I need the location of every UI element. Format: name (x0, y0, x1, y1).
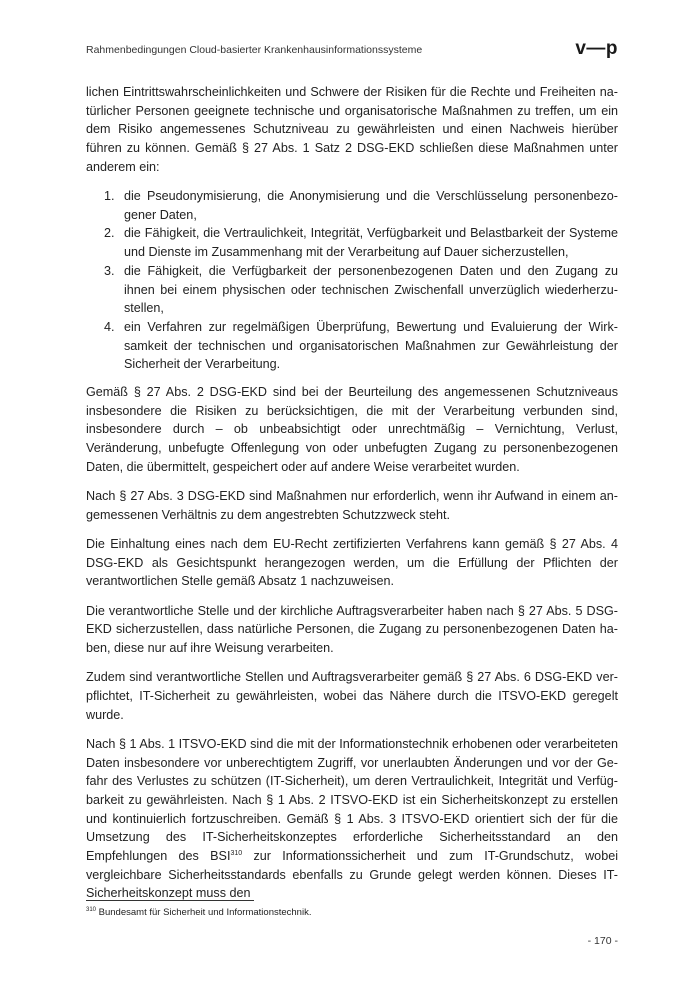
measures-list (86, 187, 618, 374)
paragraph-text: Nach § 1 Abs. 1 ITSVO-EKD sind die mit der Informationstechnik erhobenen oder verarbeiteten Daten insbesondere vor unberechtigtem Zugriff, vor unerlaubten Änderungen und vor der Gefahr des Verlustes zu schützen (IT-Sicherheit), um deren Vertraulichkeit, Integrität und Verfügbarkeit zu gewährleisten. Nach § 1 Abs. 2 ITSVO-EKD ist ein Sicherheitskonzept zu erstellen und kontinuierlich fortzuschreiben. Gemäß § 1 Abs. 3 ITSVO-EKD orientiert sich der für die Umsetzung des IT-Sicherheitskonzeptes erforderliche Sicherheitsstandard an den Empfehlungen des BSI (86, 736, 618, 864)
paragraph: Die Einhaltung eines nach dem EU-Recht zertifizierten Verfahrens kann gemäß § 27 Abs. 4 DSG-EKD als Gesichtspunkt herangezogen werden, um die Erfüllung der Pflichten der verantwortlichen Stelle gemäß Absatz 1 nachzuweisen. (86, 536, 618, 589)
page-header (86, 40, 618, 62)
paragraph: Die verantwortliche Stelle und der kirchliche Auftragsverarbeiter haben nach § 27 Abs. 5 DSG-EKD sicherzustellen, dass natürliche Personen, die Zugang zu personenbezogenen Daten haben, diese nur auf ihre Weisung verarbeiten. (86, 603, 618, 655)
paragraph: Nach § 27 Abs. 3 DSG-EKD sind Maßnahmen nur erforderlich, wenn ihr Aufwand in einem angemessenen Verhältnis zu dem angestrebten Schutzzweck steht. (86, 489, 618, 522)
page-number: - 170 - (587, 935, 618, 947)
paragraph: Gemäß § 27 Abs. 2 DSG-EKD sind bei der Beurteilung des angemessenen Schutzniveaus insbesondere die Risiken zu berücksichtigen, die mit der Verarbeitung verbunden sind, insbesondere durch – ob unbeabsichtigt oder unrechtmäßig – Vernichtung, Verlust, Veränderung, unbefugte Offenlegung von oder unbefugten Zugang zu personenbezogenen Daten, die übermittelt, gespeichert oder auf andere Weise verarbeitet wurden. (86, 385, 618, 474)
list-number: 4. (104, 319, 115, 334)
header-title: Rahmenbedingungen Cloud-basierter Krankenhausinformationssysteme (86, 44, 423, 56)
list-number: 2. (104, 226, 115, 241)
footnote-number: 310 (86, 906, 97, 913)
footnote-text: Bundesamt für Sicherheit und Informationstechnik. (96, 907, 312, 918)
list-item (86, 318, 618, 374)
paragraph: Zudem sind verantwortliche Stellen und Auftragsverarbeiter gemäß § 27 Abs. 6 DSG-EKD verpflichtet, IT-Sicherheit zu gewährleisten, wobei das Nähere durch die ITSVO-EKD geregelt wurde. (86, 670, 618, 722)
list-number: 3. (104, 263, 115, 278)
page-body (86, 83, 618, 914)
list-number: 1. (104, 189, 115, 204)
list-item-text: ein Verfahren zur regelmäßigen Überprüfung, Bewertung und Evaluierung der Wirksamkeit der technischen und organisatorischen Maßnahmen zur Gewährleistung der Sicherheit der Verarbeitung. (124, 319, 618, 372)
list-item (86, 224, 618, 261)
list-item (86, 187, 618, 224)
paragraph-with-footnote (86, 735, 618, 903)
list-item-text: die Pseudonymisierung, die Anonymisierung und die Verschlüsselung personenbezogener Daten, (124, 189, 618, 222)
list-item (86, 262, 618, 318)
list-item-text: die Fähigkeit, die Vertraulichkeit, Integrität, Verfügbarkeit und Belastbarkeit der Systeme und Dienste im Zusammenhang mit der Verarbeitung auf Dauer sicherzustellen, (124, 226, 618, 260)
paragraph-text: zur Informationssicherheit und zum IT-Grundschutz, wobei vergleichbare Sicherheitsstandards ebenfalls zu Grunde gelegt werden können. Dieses IT-Sicherheitskonzept muss den (86, 849, 618, 901)
intro-paragraph: lichen Eintrittswahrscheinlichkeiten und Schwere der Risiken für die Rechte und Freiheiten natürlicher Personen geeignete technische und organisatorische Maßnahmen zu treffen, um ein dem Risiko angemessenes Schutzniveau zu gewährleisten und einen Nachweis hierüber führen zu können. Gemäß § 27 Abs. 1 Satz 2 DSG-EKD schließen diese Maßnahmen unter anderem ein: (86, 85, 618, 174)
footnote-divider (86, 900, 254, 901)
footnote (86, 906, 618, 919)
list-item-text: die Fähigkeit, die Verfügbarkeit der personenbezogenen Daten und den Zugang zu ihnen bei einem physischen oder technischen Zwischenfall unverzüglich wiederherzustellen, (124, 263, 618, 316)
vp-logo: v—p (575, 38, 618, 59)
footnote-reference[interactable]: 310 (230, 849, 243, 857)
